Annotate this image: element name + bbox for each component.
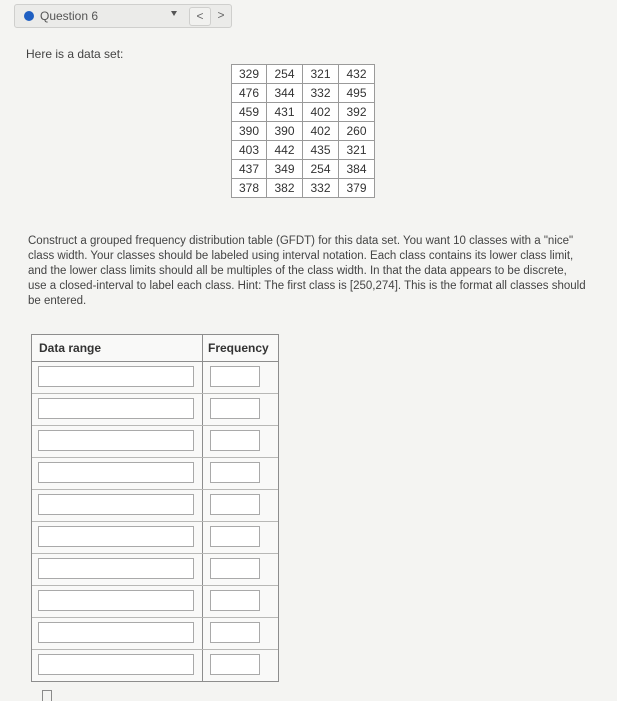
frequency-input[interactable]: [210, 654, 260, 675]
next-question-button[interactable]: >: [217, 8, 225, 22]
frequency-input[interactable]: [210, 430, 260, 451]
question-title: Question 6: [40, 9, 99, 23]
data-range-input[interactable]: [38, 494, 194, 515]
data-range-input[interactable]: [38, 622, 194, 643]
data-set-table: [231, 64, 375, 198]
data-set-cell: 437: [232, 160, 267, 179]
intro-text: Here is a data set:: [26, 47, 124, 61]
data-range-input[interactable]: [38, 398, 194, 419]
frequency-input[interactable]: [210, 526, 260, 547]
data-set-cell: 260: [339, 122, 375, 141]
gfdt-row: [32, 426, 278, 458]
data-set-cell: 349: [267, 160, 303, 179]
data-set-cell: 392: [339, 103, 375, 122]
data-set-cell: 332: [303, 179, 339, 198]
data-set-row: [232, 141, 375, 160]
frequency-input[interactable]: [210, 398, 260, 419]
data-set-cell: 329: [232, 65, 267, 84]
gfdt-row: [32, 554, 278, 586]
data-set-row: [232, 103, 375, 122]
instructions-text: Construct a grouped frequency distribution table (GFDT) for this data set. You want 10 classes with a "nice" class width. Your classes should be labeled using interval notation. Each class contains its lower class limit, and the lower class limits should all be multiples of the class width. In that the data appears to be discrete, use a closed-interval to label each class. Hint: The first class is [250,274]. This is the format all classes should be entered.: [28, 235, 586, 307]
data-set-cell: 432: [339, 65, 375, 84]
data-set-cell: 435: [303, 141, 339, 160]
data-set-cell: 390: [232, 122, 267, 141]
frequency-input[interactable]: [210, 590, 260, 611]
calculator-icon[interactable]: [42, 690, 52, 701]
data-set-cell: 254: [267, 65, 303, 84]
data-set-row: [232, 122, 375, 141]
question-selector[interactable]: [14, 4, 232, 28]
data-range-input[interactable]: [38, 526, 194, 547]
previous-question-button[interactable]: <: [189, 7, 211, 26]
gfdt-row: [32, 522, 278, 554]
frequency-input[interactable]: [210, 494, 260, 515]
gfdt-row: [32, 394, 278, 426]
data-set-cell: 459: [232, 103, 267, 122]
data-set-cell: 321: [339, 141, 375, 160]
frequency-input[interactable]: [210, 462, 260, 483]
data-set-cell: 254: [303, 160, 339, 179]
data-set-cell: 378: [232, 179, 267, 198]
data-set-row: [232, 65, 375, 84]
data-set-cell: 402: [303, 122, 339, 141]
frequency-header: Frequency: [208, 341, 269, 355]
data-set-cell: 431: [267, 103, 303, 122]
data-range-input[interactable]: [38, 366, 194, 387]
data-set-row: [232, 84, 375, 103]
data-range-input[interactable]: [38, 558, 194, 579]
data-range-input[interactable]: [38, 430, 194, 451]
data-set-cell: 390: [267, 122, 303, 141]
chevron-down-icon[interactable]: [171, 11, 177, 16]
data-range-header: Data range: [39, 341, 102, 355]
data-range-input[interactable]: [38, 654, 194, 675]
data-set-cell: 476: [232, 84, 267, 103]
data-set-cell: 442: [267, 141, 303, 160]
gfdt-row: [32, 362, 278, 394]
data-set-cell: 379: [339, 179, 375, 198]
data-set-cell: 344: [267, 84, 303, 103]
data-set-cell: 403: [232, 141, 267, 160]
gfdt-row: [32, 490, 278, 522]
gfdt-table: [31, 334, 279, 682]
data-set-cell: 384: [339, 160, 375, 179]
data-range-input[interactable]: [38, 590, 194, 611]
data-range-input[interactable]: [38, 462, 194, 483]
data-set-cell: 332: [303, 84, 339, 103]
gfdt-row: [32, 458, 278, 490]
data-set-cell: 495: [339, 84, 375, 103]
frequency-input[interactable]: [210, 366, 260, 387]
gfdt-row: [32, 586, 278, 618]
data-set-row: [232, 160, 375, 179]
data-set-cell: 321: [303, 65, 339, 84]
gfdt-row: [32, 650, 278, 682]
data-set-cell: 382: [267, 179, 303, 198]
data-set-row: [232, 179, 375, 198]
frequency-input[interactable]: [210, 558, 260, 579]
gfdt-row: [32, 618, 278, 650]
frequency-input[interactable]: [210, 622, 260, 643]
status-dot-icon: [24, 11, 34, 21]
data-set-cell: 402: [303, 103, 339, 122]
